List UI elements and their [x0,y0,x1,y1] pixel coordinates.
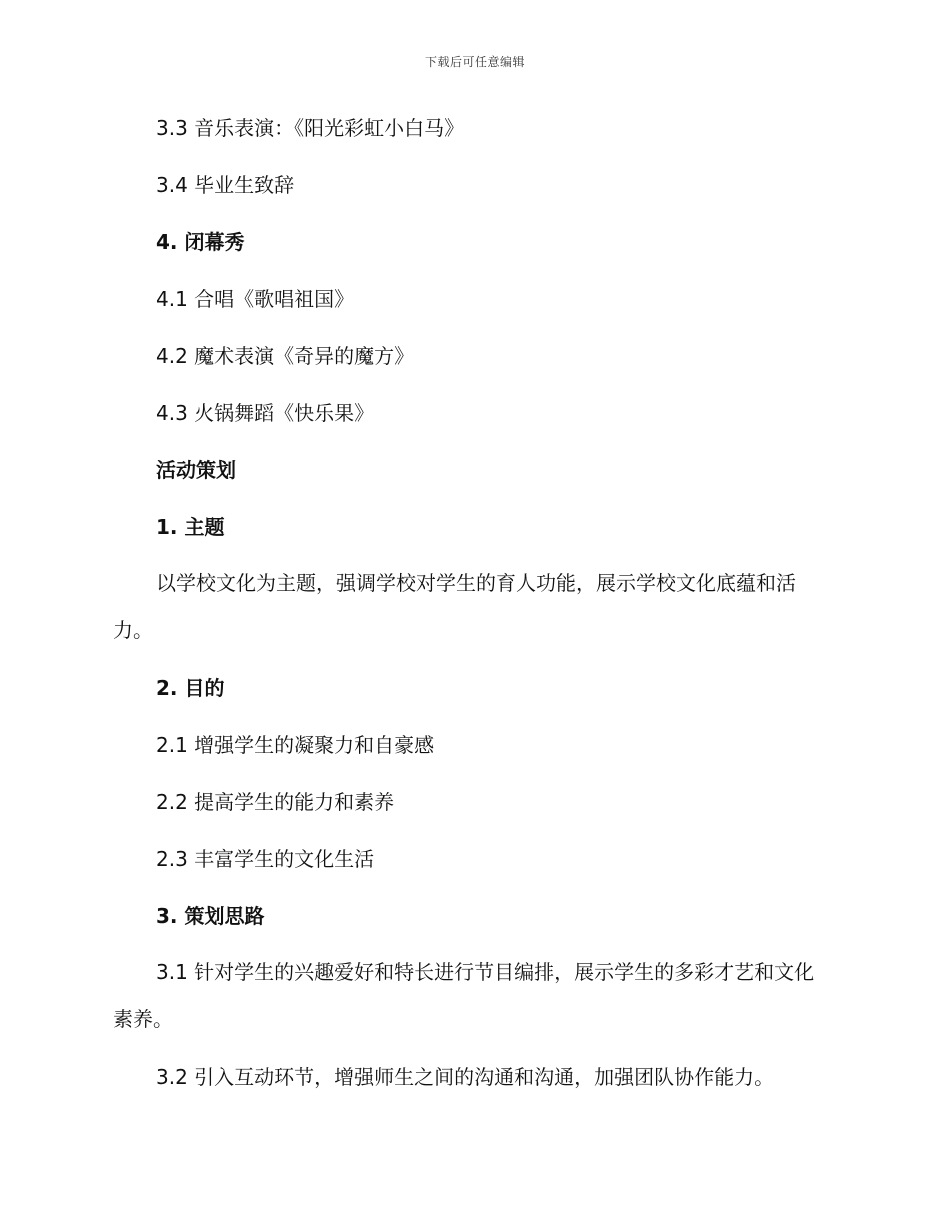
list-item-4-3: 4.3 火锅舞蹈《快乐果》 [156,401,375,425]
list-item-2-1: 2.1 增强学生的凝聚力和自豪感 [156,733,435,757]
list-item-4-1: 4.1 合唱《歌唱祖国》 [156,287,355,311]
paragraph-3-1: 3.1 针对学生的兴趣爱好和特长进行节目编排，展示学生的多彩才艺和文化素养。 [113,960,815,1031]
paragraph-theme: 以学校文化为主题，强调学校对学生的育人功能，展示学校文化底蕴和活力。 [113,571,796,642]
list-item-3-2: 3.2 引入互动环节，增强师生之间的沟通和沟通，加强团队协作能力。 [156,1065,775,1089]
section-heading-planning-ideas: 3. 策划思路 [156,904,265,928]
list-item-2-2: 2.2 提高学生的能力和素养 [156,790,395,814]
document-body [113,112,833,1118]
section-heading-purpose: 2. 目的 [156,676,225,700]
page-header: 下载后可任意编辑 [424,55,525,69]
section-heading-activity-planning: 活动策划 [156,458,236,482]
list-item-3-4: 3.4 毕业生致辞 [156,173,295,197]
section-heading-closing-show: 4. 闭幕秀 [156,230,245,254]
list-item-2-3: 2.3 丰富学生的文化生活 [156,847,375,871]
list-item-4-2: 4.2 魔术表演《奇异的魔方》 [156,344,415,368]
section-heading-theme: 1. 主题 [156,515,225,539]
list-item-3-3: 3.3 音乐表演：《阳光彩虹小白马》 [156,116,465,140]
